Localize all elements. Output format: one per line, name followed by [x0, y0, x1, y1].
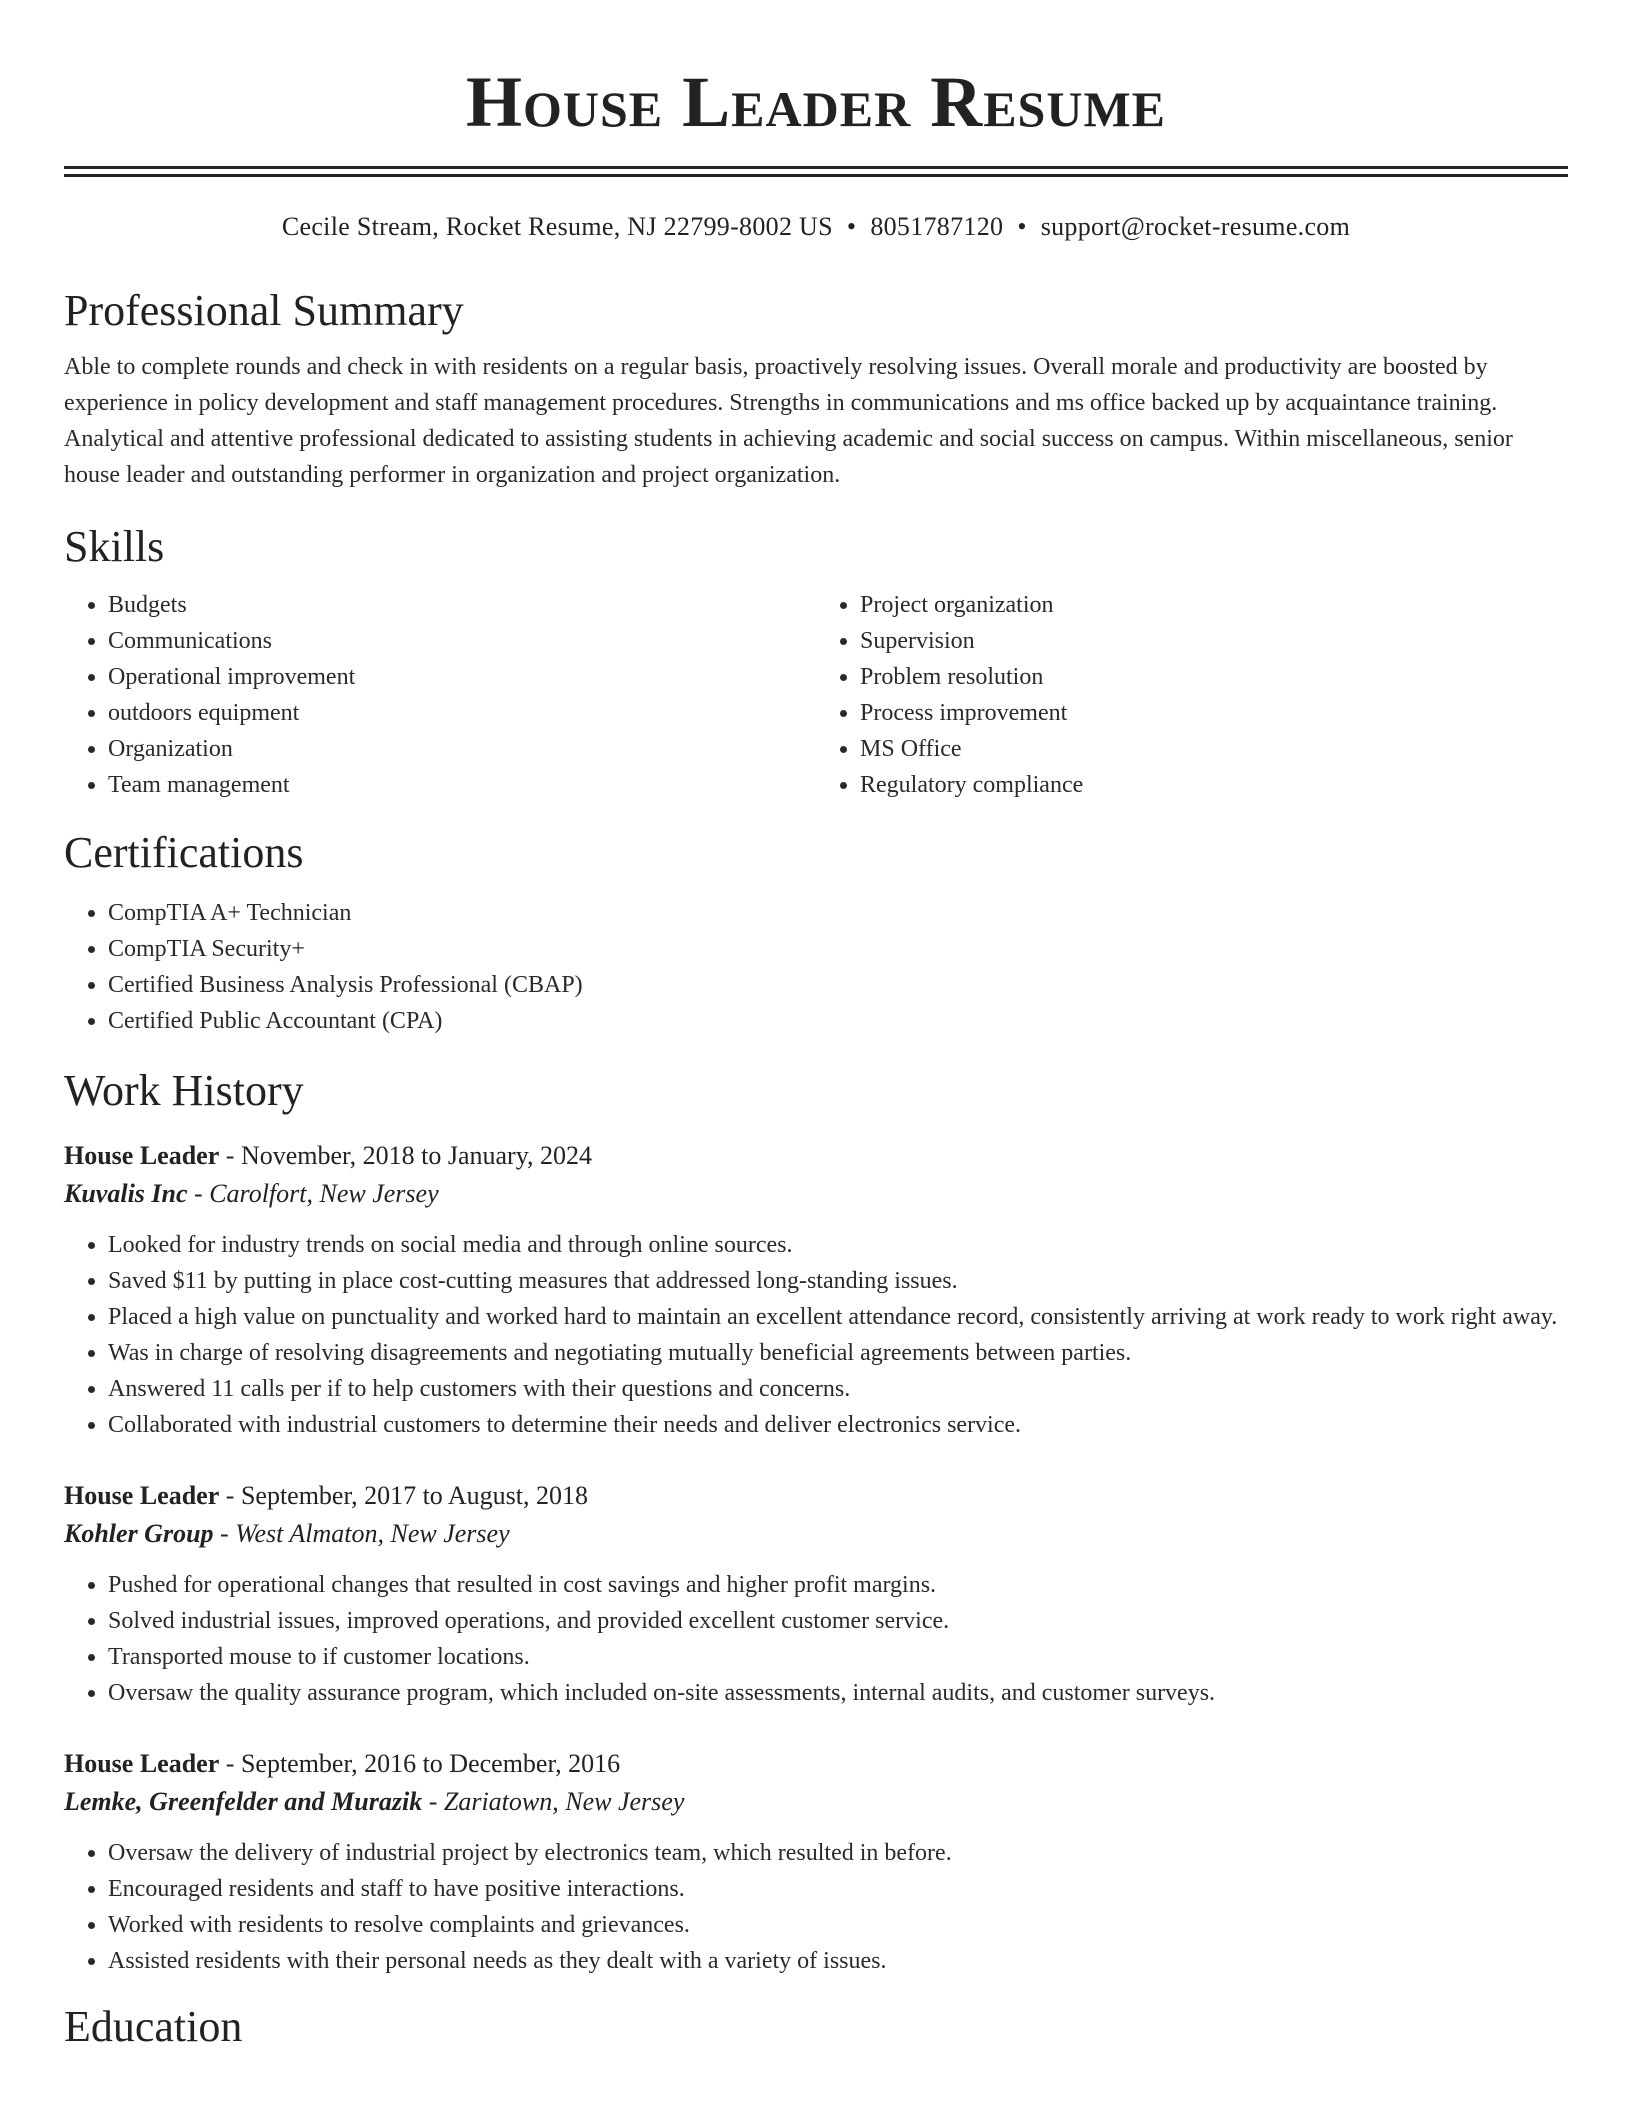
title-double-rule [64, 166, 1568, 177]
job-bullet: • Assisted residents with their personal needs as they dealt with a variety of issues. [108, 1943, 1568, 1979]
job-entry [64, 1745, 1568, 1979]
job-bullet: • Oversaw the delivery of industrial project by electronics team, which resulted in before. [108, 1835, 1568, 1871]
skill-item: • Regulatory compliance [860, 767, 1568, 803]
job-location: West Almaton, New Jersey [235, 1519, 510, 1548]
job-header: House Leader - September, 2017 to August, 2018 [64, 1481, 588, 1510]
job-bullets [64, 1227, 1568, 1443]
section-heading-education: Education [64, 2002, 243, 2051]
job-bullet: • Solved industrial issues, improved operations, and provided excellent customer service. [108, 1603, 1568, 1639]
skill-item: • Budgets [108, 587, 816, 623]
skill-item: • outdoors equipment [108, 695, 816, 731]
skill-item: • Organization [108, 731, 816, 767]
education-section [64, 2001, 1568, 2053]
job-bullet: • Answered 11 calls per if to help customers with their questions and concerns. [108, 1371, 1568, 1407]
certifications-section [64, 827, 1568, 1039]
job-bullet: • Collaborated with industrial customers to determine their needs and deliver electronics service. [108, 1407, 1568, 1443]
skill-item: • Project organization [860, 587, 1568, 623]
certification-item: • Certified Public Accountant (CPA) [108, 1003, 1568, 1039]
job-company: Kuvalis Inc [64, 1179, 188, 1208]
job-bullets [64, 1835, 1568, 1979]
job-entry [64, 1137, 1568, 1443]
job-role: House Leader [64, 1749, 220, 1778]
skill-item: • Problem resolution [860, 659, 1568, 695]
job-location: Carolfort, New Jersey [209, 1179, 439, 1208]
contact-email: support@rocket-resume.com [1040, 212, 1351, 241]
job-bullet: • Looked for industry trends on social media and through online sources. [108, 1227, 1568, 1263]
section-heading-certifications: Certifications [64, 828, 304, 877]
job-bullet: • Was in charge of resolving disagreements and negotiating mutually beneficial agreements between parties. [108, 1335, 1568, 1371]
job-bullet: • Pushed for operational changes that resulted in cost savings and higher profit margins. [108, 1567, 1568, 1603]
job-organization: Kuvalis Inc - Carolfort, New Jersey [64, 1179, 439, 1208]
skills-section [64, 521, 1568, 803]
job-dates: September, 2016 to December, 2016 [240, 1749, 621, 1778]
skills-list-right [816, 587, 1568, 803]
work-history-section [64, 1065, 1568, 1979]
job-company: Lemke, Greenfelder and Murazik [64, 1787, 423, 1816]
contact-separator: • [846, 212, 857, 241]
job-organization: Lemke, Greenfelder and Murazik - Zariatown, New Jersey [64, 1787, 685, 1816]
summary-text: Able to complete rounds and check in with residents on a regular basis, proactively resolving issues. Overall morale and productivity are boosted by experience in policy development and staff management procedures. Strengths in communications and ms office backed up by acquaintance training. Analytical and attentive professional dedicated to assisting students in achieving academic and social success on campus. Within miscellaneous, senior house leader and outstanding performer in organization and project organization. [64, 354, 1513, 488]
job-bullet: • Saved $11 by putting in place cost-cutting measures that addressed long-standing issues. [108, 1263, 1568, 1299]
section-heading-skills: Skills [64, 522, 165, 571]
contact-line [64, 211, 1568, 243]
job-bullets [64, 1567, 1568, 1711]
skills-grid [64, 587, 1568, 803]
section-heading-summary: Professional Summary [64, 286, 464, 335]
skill-item: • Process improvement [860, 695, 1568, 731]
job-bullet: • Oversaw the quality assurance program, which included on-site assessments, internal audits, and customer surveys. [108, 1675, 1568, 1711]
job-role: House Leader [64, 1481, 220, 1510]
job-bullet: • Placed a high value on punctuality and worked hard to maintain an excellent attendance record, consistently arriving at work ready to work right away. [108, 1299, 1568, 1335]
skills-list-left [64, 587, 816, 803]
contact-separator: • [1017, 212, 1027, 241]
certification-item: • CompTIA Security+ [108, 931, 1568, 967]
job-header: House Leader - September, 2016 to December, 2016 [64, 1749, 621, 1778]
contact-address: Cecile Stream, Rocket Resume, NJ 22799-8002 US [281, 212, 833, 241]
job-entry [64, 1477, 1568, 1711]
page-title: House Leader Resume [465, 62, 1166, 142]
professional-summary-section [64, 285, 1568, 493]
job-dates: September, 2017 to August, 2018 [240, 1481, 588, 1510]
certification-item: • CompTIA A+ Technician [108, 895, 1568, 931]
job-bullet: • Encouraged residents and staff to have positive interactions. [108, 1871, 1568, 1907]
job-header: House Leader - November, 2018 to January, 2024 [64, 1141, 593, 1170]
job-location: Zariatown, New Jersey [443, 1787, 685, 1816]
certification-item: • Certified Business Analysis Professional (CBAP) [108, 967, 1568, 1003]
job-bullet: • Transported mouse to if customer locations. [108, 1639, 1568, 1675]
skill-item: • Supervision [860, 623, 1568, 659]
contact-phone: 8051787120 [870, 212, 1004, 241]
job-dates: November, 2018 to January, 2024 [240, 1141, 593, 1170]
section-heading-work-history: Work History [64, 1066, 304, 1115]
job-role: House Leader [64, 1141, 220, 1170]
job-organization: Kohler Group - West Almaton, New Jersey [64, 1519, 510, 1548]
job-company: Kohler Group [64, 1519, 214, 1548]
skill-item: • Communications [108, 623, 816, 659]
skill-item: • MS Office [860, 731, 1568, 767]
certifications-list [64, 895, 1568, 1039]
skill-item: • Team management [108, 767, 816, 803]
skill-item: • Operational improvement [108, 659, 816, 695]
job-bullet: • Worked with residents to resolve complaints and grievances. [108, 1907, 1568, 1943]
